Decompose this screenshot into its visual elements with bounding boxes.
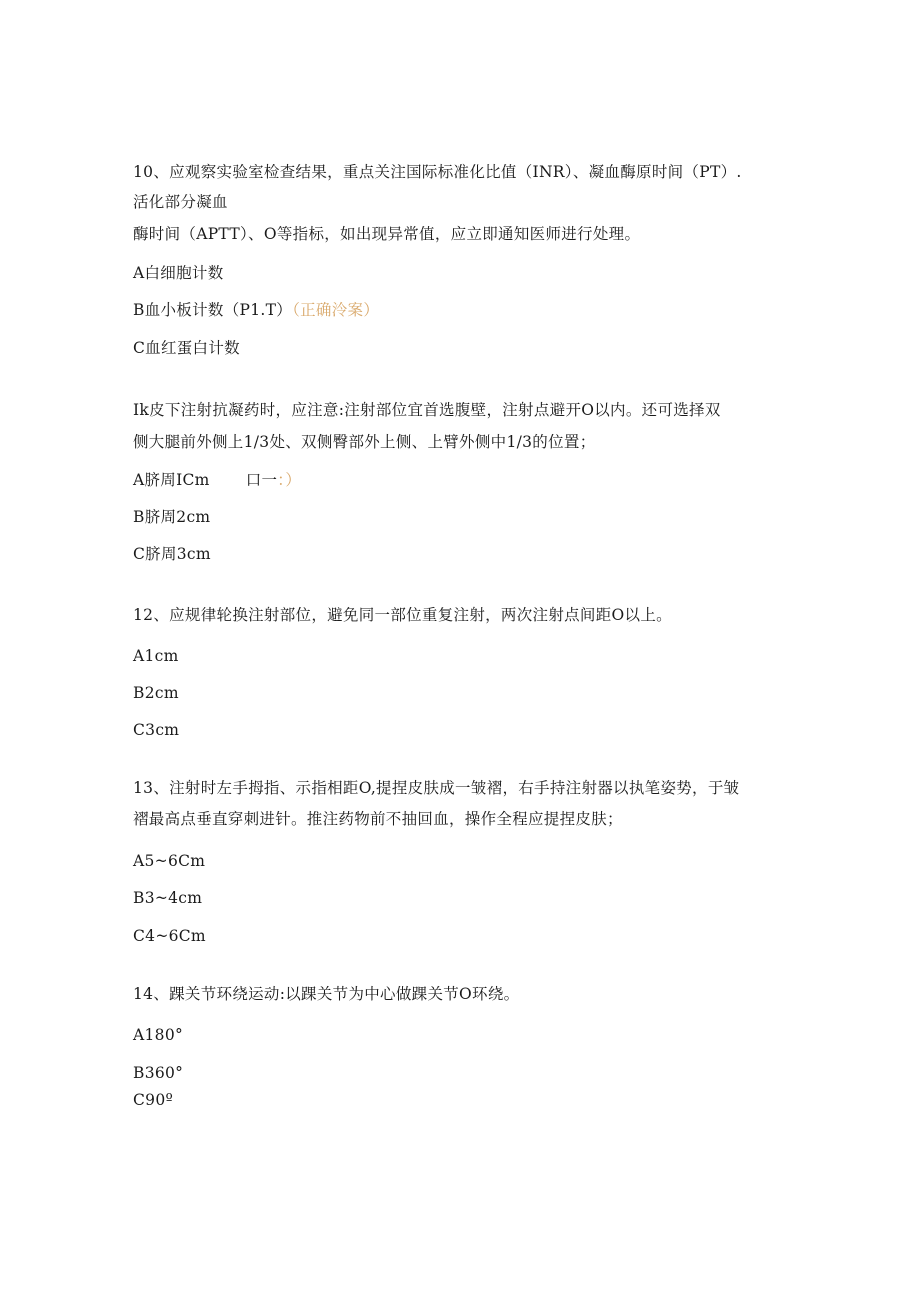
q10-option-b (133, 300, 379, 320)
q13-stem-line1: 13、注射时左手拇指、示指相距O,提捏皮肤成一皱褶，右手持注射器以执笔姿势，于皱 (133, 779, 740, 797)
q14-option-a: A180° (133, 1026, 184, 1044)
q11-option-a-text: A脐周ICm (133, 471, 210, 489)
q11-answer-note: ：） (277, 471, 302, 489)
q13-stem-line2: 褶最高点垂直穿刺进针。推注药物前不抽回血，操作全程应提捏皮肤； (133, 810, 623, 828)
q10-stem-line3: 酶时间（APTT）、O等指标，如出现异常值，应立即通知医师进行处理。 (133, 225, 641, 243)
q11-option-a (133, 470, 301, 490)
q11-option-a-mark: 口一 (245, 471, 278, 489)
q14-option-c: C90º (133, 1091, 174, 1109)
q13-option-a: A5~6Cm (133, 852, 206, 870)
q12-option-b: B2cm (133, 684, 179, 702)
q10-answer-note: （正确泠案） (292, 301, 380, 319)
q13-option-c: C4~6Cm (133, 927, 206, 945)
q11-option-b: B脐周2cm (133, 508, 211, 526)
q11-stem-line2: 侧大腿前外侧上1/3处、双侧臀部外上侧、上臂外侧中1/3的位置； (133, 433, 596, 451)
q10-option-a: A白细胞计数 (133, 264, 224, 282)
q11-stem-line1: Ik皮下注射抗凝药时，应注意:注射部位宜首选腹壁，注射点避开O以内。还可选择双 (133, 401, 721, 419)
q12-stem-line1: 12、应规律轮换注射部位，避免同一部位重复注射，两次注射点间距O以上。 (133, 606, 672, 624)
q12-option-a: A1cm (133, 647, 179, 665)
q13-option-b: B3~4cm (133, 889, 203, 907)
q10-stem-line1: 10、应观察实验室检查结果，重点关注国际标准化比值（INR）、凝血酶原时间（PT）. (133, 163, 742, 181)
q14-option-b: B360° (133, 1064, 184, 1082)
q11-option-c: C脐周3cm (133, 545, 211, 563)
q10-stem-line2: 活化部分凝血 (133, 193, 228, 211)
q12-option-c: C3cm (133, 721, 180, 739)
q10-option-c: C血红蛋白计数 (133, 339, 240, 357)
q14-stem-line1: 14、踝关节环绕运动:以踝关节为中心做踝关节O环绕。 (133, 985, 520, 1003)
q10-option-b-text: B血小板计数（P1.T） (133, 301, 293, 319)
